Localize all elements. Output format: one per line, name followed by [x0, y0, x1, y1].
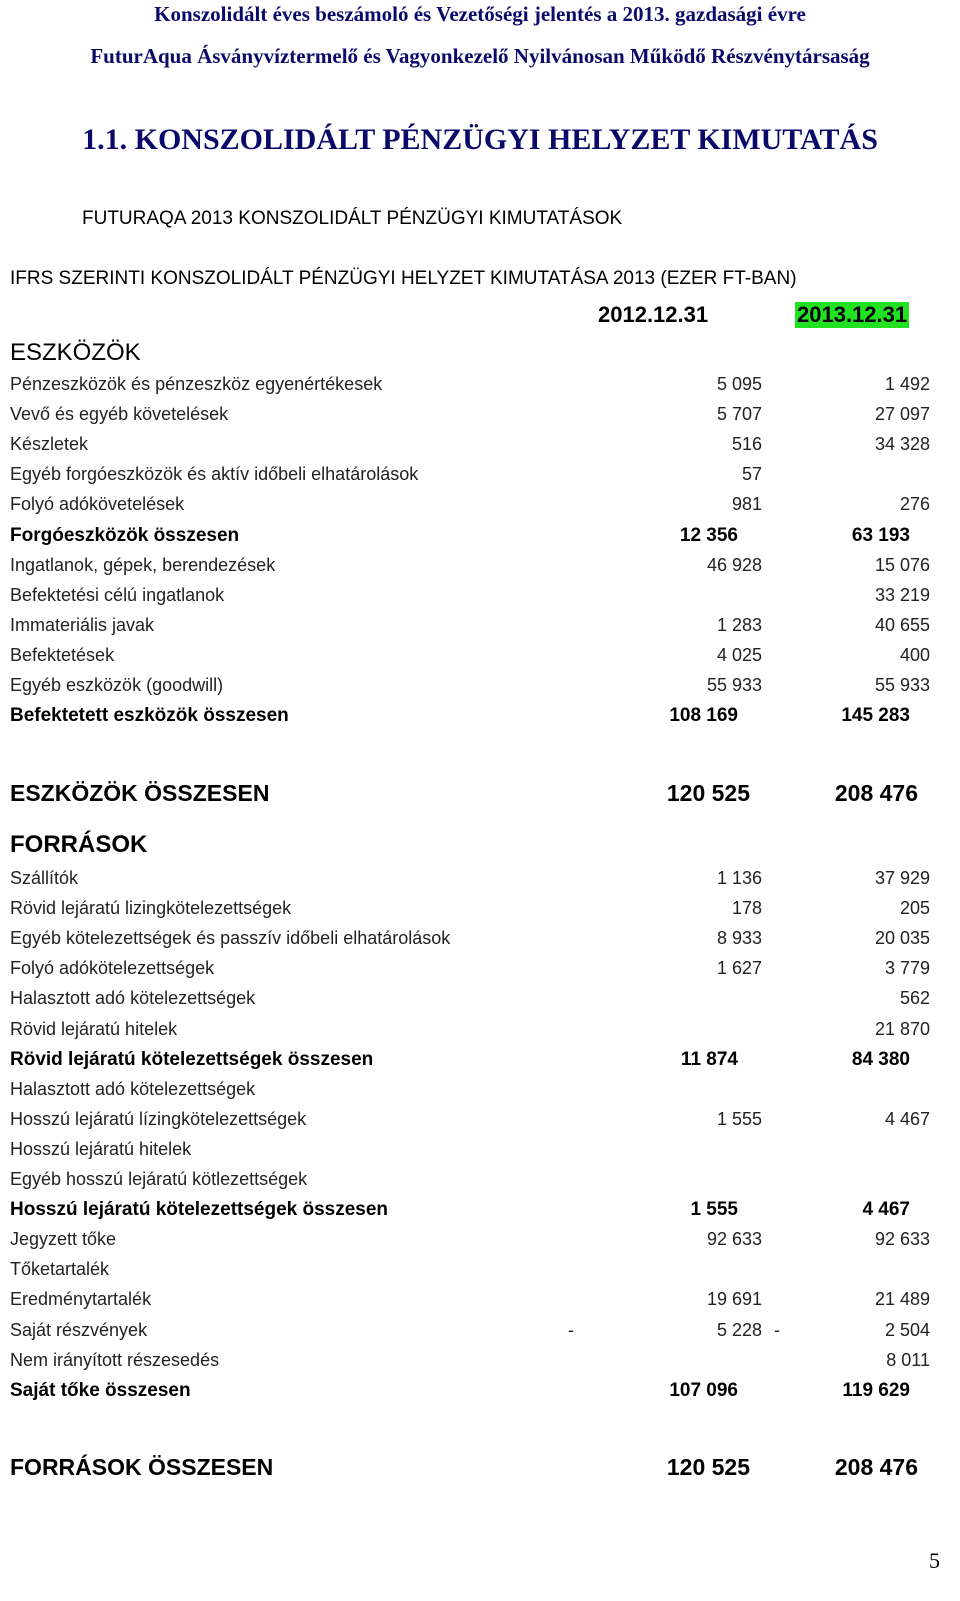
value-2013: 1 492 — [884, 374, 930, 394]
value-2012: 981 — [731, 494, 762, 515]
table-row — [10, 460, 940, 490]
row-label: Egyéb kötelezettségek és passzív időbeli elhatárolások — [10, 928, 451, 949]
row-label: Egyéb forgóeszközök és aktív időbeli elhatárolások — [10, 464, 419, 485]
subtotal-row — [10, 701, 940, 731]
table-row — [10, 1316, 940, 1346]
value-2013: 84 380 — [851, 1048, 910, 1070]
value-2013: 27 097 — [874, 404, 930, 425]
value-2013: 21 489 — [874, 1289, 930, 1310]
value-2012: 55 933 — [706, 675, 762, 695]
value-2013: 119 629 — [842, 1379, 910, 1401]
subtotal-row — [10, 1195, 940, 1225]
row-label: Saját tőke összesen — [10, 1379, 191, 1401]
value-2013: 4 467 — [862, 1199, 910, 1221]
value-2012: 5 228 — [716, 1319, 762, 1340]
column-header-2012: 2012.12.31 — [598, 302, 709, 327]
row-label: Halasztott adó kötelezettségek — [10, 1078, 256, 1099]
value-2013: 208 476 — [834, 1454, 918, 1480]
value-2012: 8 933 — [716, 928, 762, 949]
value-2013: 562 — [899, 988, 930, 1009]
sources-heading: FORRÁSOK — [10, 831, 148, 858]
value-2012: 46 928 — [706, 554, 762, 575]
value-2013: 92 633 — [874, 1229, 930, 1250]
minus-sign-2013: - — [774, 1319, 780, 1340]
row-label: Befektetések — [10, 644, 115, 665]
value-2013: 208 476 — [834, 780, 918, 806]
value-2013: 33 219 — [874, 584, 930, 605]
value-2013: 34 328 — [874, 434, 930, 455]
value-2012: 4 025 — [716, 644, 762, 665]
subtotal-row — [10, 1376, 940, 1406]
value-2013: 37 929 — [874, 868, 930, 888]
header-line-1: Konszolidált éves beszámoló és Vezetőségi jelentés a 2013. gazdasági évre — [154, 2, 806, 26]
value-2012: 1 136 — [716, 868, 762, 888]
table-row — [10, 1346, 940, 1376]
value-2012: 108 169 — [669, 705, 738, 727]
page-title: 1.1. KONSZOLIDÁLT PÉNZÜGYI HELYZET KIMUTATÁS — [82, 123, 878, 156]
row-label: Saját részvények — [10, 1319, 148, 1340]
value-2012: 57 — [741, 464, 762, 485]
value-2012: 19 691 — [706, 1289, 762, 1310]
value-2012: 120 525 — [666, 1454, 750, 1480]
value-2012: 5 095 — [716, 374, 762, 394]
row-label: Egyéb hosszú lejáratú kötlezettségek — [10, 1169, 308, 1189]
subtotal-row — [10, 1045, 940, 1075]
value-2012: 178 — [731, 898, 762, 919]
value-2013: 20 035 — [874, 928, 930, 949]
table-row — [10, 490, 940, 520]
table-row — [10, 1255, 940, 1285]
table-row — [10, 641, 940, 671]
value-2013: 8 011 — [886, 1349, 930, 1370]
table-row — [10, 1075, 940, 1105]
table-row — [10, 1165, 940, 1195]
value-2012: 107 096 — [669, 1379, 738, 1401]
value-2013: 55 933 — [874, 675, 930, 695]
subtitle-ifrs: IFRS SZERINTI KONSZOLIDÁLT PÉNZÜGYI HELYZET KIMUTATÁSA 2013 (EZER FT-BAN) — [10, 268, 797, 289]
row-label: Folyó adókövetelések — [10, 494, 185, 515]
value-2013: 40 655 — [874, 614, 930, 635]
table-row — [10, 611, 940, 641]
value-2012: 5 707 — [716, 404, 762, 425]
table-row — [10, 551, 940, 581]
table-row — [10, 1135, 940, 1165]
row-label: Rövid lejáratú lizingkötelezettségek — [10, 898, 292, 919]
subtitle-statements: FUTURAQA 2013 KONSZOLIDÁLT PÉNZÜGYI KIMUTATÁSOK — [82, 208, 623, 229]
value-2012: 12 356 — [679, 524, 738, 546]
row-label: Rövid lejáratú kötelezettségek összesen — [10, 1048, 374, 1070]
column-header-2013: 2013.12.31 — [797, 302, 908, 327]
row-label: Jegyzett tőke — [10, 1229, 117, 1250]
row-label: Nem irányított részesedés — [10, 1349, 220, 1370]
row-label: Halasztott adó kötelezettségek — [10, 988, 256, 1009]
table-row — [10, 671, 940, 701]
value-2013: 4 467 — [884, 1108, 930, 1129]
assets-total-row — [10, 776, 940, 812]
table-row — [10, 1285, 940, 1315]
subtotal-row — [10, 521, 940, 551]
row-label: ESZKÖZÖK ÖSSZESEN — [10, 780, 270, 806]
value-2012: 1 283 — [716, 614, 762, 635]
table-row — [10, 1105, 940, 1135]
value-2013: 15 076 — [874, 554, 930, 575]
value-2013: 145 283 — [841, 705, 910, 727]
table-row — [10, 1225, 940, 1255]
row-label: Hosszú lejáratú lízingkötelezettségek — [10, 1108, 307, 1129]
value-2013: 205 — [899, 898, 930, 919]
value-2013: 63 193 — [851, 524, 910, 546]
row-label: Készletek — [10, 434, 89, 455]
row-label: FORRÁSOK ÖSSZESEN — [10, 1454, 274, 1480]
table-row — [10, 954, 940, 984]
row-label: Vevő és egyéb követelések — [10, 404, 229, 425]
row-label: Tőketartalék — [10, 1259, 110, 1280]
row-label: Befektetési célú ingatlanok — [10, 584, 225, 605]
table-row — [10, 400, 940, 430]
page-number: 5 — [929, 1548, 940, 1573]
value-2013: 400 — [899, 644, 930, 665]
value-2012: 1 555 — [716, 1108, 762, 1129]
table-row — [10, 1015, 940, 1045]
row-label: Immateriális javak — [10, 614, 155, 635]
table-row — [10, 370, 940, 400]
table-row — [10, 581, 940, 611]
header-line-2: FuturAqua Ásványvíztermelő és Vagyonkezelő Nyilvánosan Működő Részvénytársaság — [90, 44, 870, 68]
row-label: Forgóeszközök összesen — [10, 524, 240, 546]
value-2013: 21 870 — [874, 1018, 930, 1039]
row-label: Rövid lejáratú hitelek — [10, 1018, 178, 1039]
sources-total-row — [10, 1450, 940, 1486]
row-label: Eredménytartalék — [10, 1289, 152, 1310]
row-label: Befektetett eszközök összesen — [10, 705, 289, 727]
value-2013: 2 504 — [884, 1319, 930, 1340]
table-row — [10, 894, 940, 924]
row-label: Ingatlanok, gépek, berendezések — [10, 554, 276, 575]
table-row — [10, 430, 940, 460]
row-label: Szállítók — [10, 868, 79, 888]
value-2012: 11 874 — [680, 1048, 738, 1070]
row-label: Egyéb eszközök (goodwill) — [10, 675, 224, 695]
value-2013: 276 — [899, 494, 930, 515]
row-label: Hosszú lejáratú kötelezettségek összesen — [10, 1199, 389, 1221]
minus-sign-2012: - — [568, 1319, 574, 1340]
value-2012: 1 555 — [690, 1199, 738, 1221]
row-label: Hosszú lejáratú hitelek — [10, 1138, 192, 1159]
value-2012: 120 525 — [666, 780, 750, 806]
value-2012: 1 627 — [716, 958, 762, 979]
table-row — [10, 864, 940, 894]
value-2012: 92 633 — [706, 1229, 762, 1250]
assets-heading: ESZKÖZÖK — [10, 339, 141, 366]
value-2012: 516 — [731, 434, 762, 455]
table-row — [10, 984, 940, 1014]
row-label: Folyó adókötelezettségek — [10, 958, 215, 979]
table-row — [10, 924, 940, 954]
value-2013: 3 779 — [884, 958, 930, 979]
row-label: Pénzeszközök és pénzeszköz egyenértékesek — [10, 374, 383, 394]
